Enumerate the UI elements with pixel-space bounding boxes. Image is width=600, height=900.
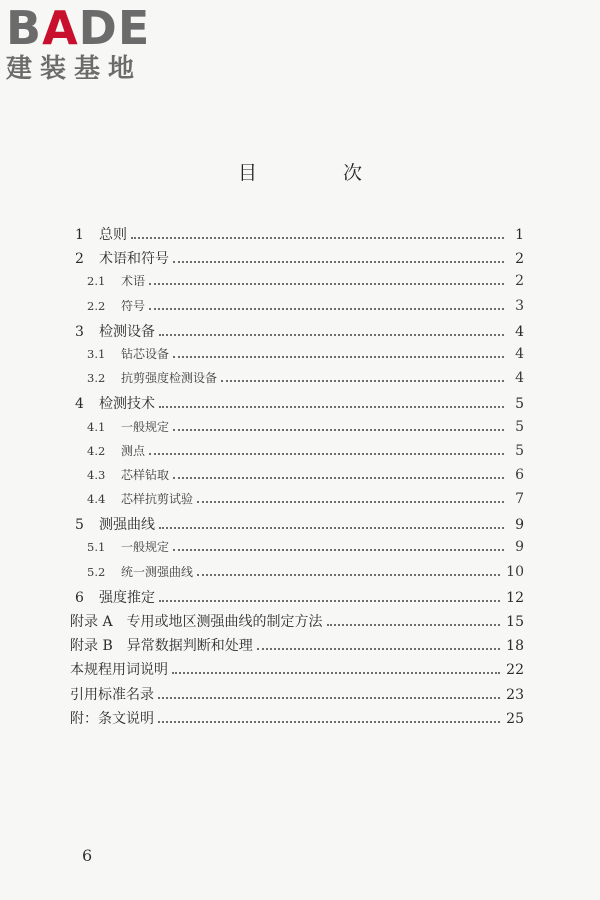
toc-entry-page: 5 (515, 418, 524, 435)
page-title: 目 次 (237, 162, 403, 184)
toc-entry-appendix-a[interactable] (70, 611, 524, 635)
dot-leader (149, 308, 504, 310)
toc-entry-label: 一般规定 (121, 419, 170, 434)
toc-entry[interactable] (70, 345, 524, 369)
toc-entry-number: 4.4 (87, 492, 106, 507)
toc-entry-page: 2 (515, 251, 524, 268)
logo-letter-b: B (6, 1, 43, 55)
dot-leader (159, 334, 504, 336)
toc-entry-label: 测强曲线 (99, 517, 155, 534)
toc-entry-wording-notes[interactable] (70, 659, 524, 683)
toc-entry[interactable] (70, 272, 524, 296)
toc-entry[interactable] (70, 514, 524, 538)
toc-entry-number: 2.1 (87, 274, 106, 289)
toc-entry-page: 5 (515, 396, 524, 413)
toc-entry-number: 4.1 (87, 419, 106, 434)
toc-entry-number: 6 (75, 589, 84, 606)
toc-entry[interactable] (70, 563, 524, 587)
dot-leader (327, 624, 501, 626)
toc-entry-label: 统一测强曲线 (121, 564, 194, 579)
logo-subtitle: 建装基地 (6, 54, 143, 84)
toc-entry-page: 25 (506, 710, 524, 727)
toc-entry-number: 2 (75, 251, 84, 268)
logo-letter-a: A (42, 1, 79, 55)
toc-entry-page: 22 (506, 662, 524, 679)
logo-wordmark (6, 1, 176, 55)
toc-entry-label: 检测技术 (99, 396, 155, 413)
toc-entry[interactable] (70, 248, 524, 272)
toc-entry[interactable] (70, 369, 524, 393)
brand-logo (6, 1, 176, 84)
toc-entry-page: 6 (515, 466, 524, 483)
table-of-contents (70, 224, 524, 732)
dot-leader (158, 721, 500, 723)
dot-leader (197, 501, 504, 503)
toc-entry-label: 附录 B 异常数据判断和处理 (70, 638, 253, 655)
toc-entry-page: 4 (515, 323, 524, 340)
toc-entry-label: 总则 (99, 227, 127, 243)
toc-entry-page: 23 (506, 686, 524, 703)
logo-letters-de: DE (78, 1, 151, 55)
toc-entry[interactable] (70, 538, 524, 562)
toc-entry[interactable] (70, 442, 524, 466)
toc-entry-page: 9 (515, 539, 524, 556)
toc-entry-number: 4.3 (87, 467, 106, 482)
toc-entry-number: 5.2 (87, 564, 106, 579)
dot-leader (159, 406, 504, 408)
toc-entry-number: 2.2 (87, 298, 106, 313)
toc-entry[interactable] (70, 321, 524, 345)
toc-entry-label: 引用标准名录 (70, 686, 154, 703)
toc-entry[interactable] (70, 466, 524, 490)
dot-leader (197, 574, 500, 576)
toc-entry-label: 附录 A 专用或地区测强曲线的制定方法 (70, 614, 323, 630)
toc-entry-page: 3 (515, 297, 524, 314)
toc-entry[interactable] (70, 587, 524, 611)
toc-entry-appendix-b[interactable] (70, 635, 524, 659)
toc-entry-number: 1 (75, 227, 84, 243)
dot-leader (172, 672, 500, 674)
dot-leader (221, 380, 504, 382)
toc-entry-number: 3 (75, 323, 84, 340)
toc-entry[interactable] (70, 418, 524, 442)
toc-entry-number: 4.2 (87, 443, 106, 458)
toc-entry-label: 芯样抗剪试验 (121, 492, 194, 507)
dot-leader (158, 697, 500, 699)
dot-leader (173, 429, 504, 431)
toc-entry-page: 18 (506, 638, 524, 655)
dot-leader (173, 261, 504, 263)
toc-entry-label: 强度推定 (99, 589, 155, 606)
toc-entry[interactable] (70, 224, 524, 248)
toc-entry-number: 4 (75, 396, 84, 413)
toc-entry-number: 5.1 (87, 540, 106, 555)
dot-leader (173, 549, 504, 551)
toc-entry-cited-standards[interactable] (70, 684, 524, 708)
toc-entry-page: 4 (515, 345, 524, 362)
dot-leader (159, 527, 504, 529)
toc-entry-number: 3.1 (87, 346, 106, 361)
toc-entry-label: 芯样钻取 (121, 467, 170, 482)
dot-leader (173, 356, 504, 358)
toc-entry-page: 9 (515, 517, 524, 534)
toc-entry-label: 符号 (121, 298, 146, 313)
page-number: 6 (82, 846, 93, 865)
toc-entry[interactable] (70, 297, 524, 321)
dot-leader (149, 283, 504, 285)
toc-entry-number: 3.2 (87, 371, 106, 386)
toc-entry-label: 附：条文说明 (70, 710, 154, 727)
dot-leader (257, 648, 500, 650)
toc-entry-label: 检测设备 (99, 323, 155, 340)
dot-leader (159, 600, 500, 602)
toc-entry-page: 2 (515, 273, 524, 290)
dot-leader (173, 477, 504, 479)
toc-entry-label: 测点 (121, 443, 146, 458)
toc-entry-label: 本规程用词说明 (70, 662, 168, 679)
toc-entry-label: 术语 (121, 274, 146, 289)
toc-entry-page: 15 (506, 614, 524, 630)
toc-entry[interactable] (70, 393, 524, 417)
dot-leader (131, 237, 504, 239)
toc-entry-number: 5 (75, 517, 84, 534)
toc-entry-label: 一般规定 (121, 540, 170, 555)
toc-entry-label: 抗剪强度检测设备 (121, 371, 218, 386)
toc-entry-page: 1 (515, 227, 524, 243)
toc-entry[interactable] (70, 490, 524, 514)
toc-entry-page: 10 (506, 563, 524, 580)
toc-entry-page: 4 (515, 370, 524, 387)
toc-entry-label: 钻芯设备 (121, 346, 170, 361)
dot-leader (149, 453, 504, 455)
toc-entry-page: 12 (506, 589, 524, 606)
toc-entry-clause-explanation[interactable] (70, 708, 524, 732)
toc-entry-page: 7 (515, 491, 524, 508)
toc-entry-page: 5 (515, 442, 524, 459)
toc-entry-label: 术语和符号 (99, 251, 169, 268)
